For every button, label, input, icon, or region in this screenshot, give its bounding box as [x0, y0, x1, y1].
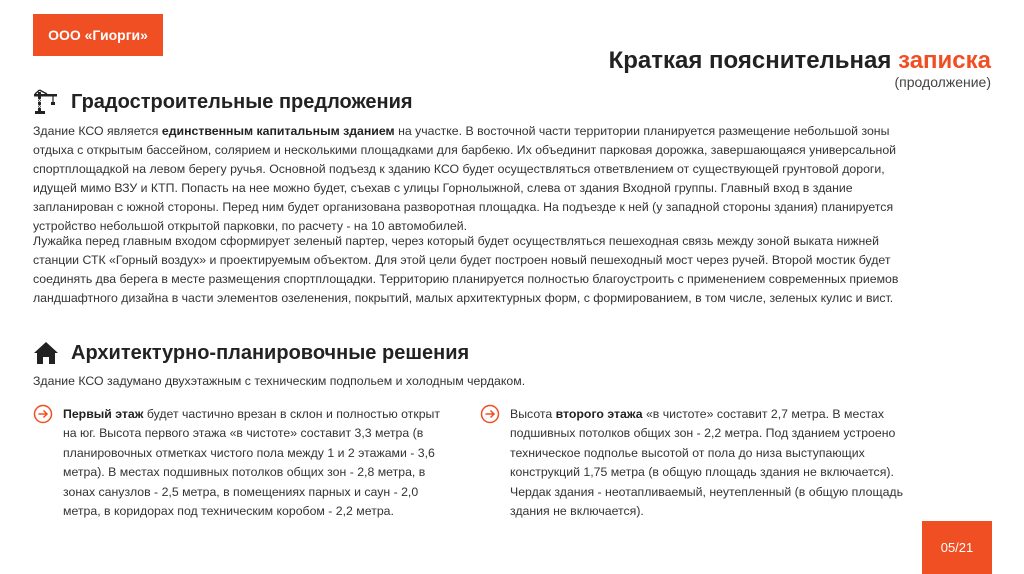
bullet-second-floor-text: Высота второго этажа «в чистоте» составит 2,7 метра. В местах подшивных потолков общих зон - 2,2 метра. Под зданием устроено техническое подполье высотой от пола до низа выступающих конструкций 1,75 метра (в общую площадь здания не включается). Чердак здания - неотапливаемый, неутепленный (в общую площадь здания не включается).	[510, 407, 904, 519]
bullet-first-floor-text: Первый этаж будет частично врезан в склон и полностью открыт на юг. Высота первого этажа «в чистоте» составит 3,3 метра (в планировочных отметках чистого пола между 1 и 2 этажами - 3,6 метра). В местах подшивных потолков общих зон - 2,8 метра, в зонах санузлов - 2,5 метра, в помещениях парных и саун - 2,0 метра, в коридорах под техническим коробом - 2,2 метра.	[63, 407, 441, 519]
emphasis-text: единственным капитальным зданием	[161, 124, 395, 138]
section-urban-planning-title: Градостроительные предложения	[71, 90, 413, 113]
document-subtitle: (продолжение)	[894, 74, 991, 90]
section-architecture-heading	[33, 340, 469, 366]
title-main: Краткая пояснительная	[608, 47, 892, 74]
arrow-circle-icon	[33, 404, 53, 424]
section-urban-planning-paragraph-1: Здание КСО является единственным капитальным зданием на участке. В восточной части территории планируется размещение небольшой зоны отдыха с открытым бассейном, солярием и несколькими площадками для барбекю. Их объединит парковая дорожка, завершающаяся универсальной спортплощадкой на левом берегу ручья. Основной подъезд к зданию КСО будет осуществляться ответвлением от существующей грунтовой дороги, идущей мимо ВЗУ и КТП. Попасть на нее можно будет, съехав с улицы Горнолыжной, слева от здания Входной группы. Главный вход в здание запланирован с южной стороны. Перед ним будет организована разворотная площадка. На подъезде к ней (у западной стороны здания) планируется устройство небольшой открытой парковки, по расчету - на 10 автомобилей.	[33, 124, 897, 233]
company-name: ООО «Гиорги»	[48, 27, 148, 43]
section-urban-planning-paragraph-2: Лужайка перед главным входом сформирует зеленый партер, через который будет осуществляться пешеходная связь между зоной выката нижней станции СТК «Горный воздух» и проектируемым объектом. Для этой цели будет построен новый пешеходный мост через ручей. Второй мостик будет соединять два берега в месте размещения спортплощадки. Территорию планируется полностью благоустроить с применением современных приемов ландшафтного дизайна в части элементов озеленения, покрытий, малых архитектурных форм, с формированием, в том числе, зеленых кулис и вист.	[33, 234, 899, 305]
page-number-badge	[922, 521, 992, 574]
title-accent: записка	[898, 47, 991, 74]
bullet-second-floor	[480, 405, 930, 521]
document-title	[609, 47, 991, 75]
section-architecture-intro: Здание КСО задумано двухэтажным с техническим подпольем и холодным чердаком.	[33, 374, 526, 388]
section-architecture-title: Архитектурно-планировочные решения	[71, 341, 470, 364]
page-number: 05/21	[940, 540, 974, 555]
company-badge	[33, 14, 163, 56]
bullet-first-floor	[33, 405, 453, 521]
arrow-circle-icon	[480, 404, 500, 424]
house-icon	[33, 340, 59, 366]
crane-icon	[33, 89, 59, 115]
section-urban-planning-heading	[33, 89, 413, 115]
